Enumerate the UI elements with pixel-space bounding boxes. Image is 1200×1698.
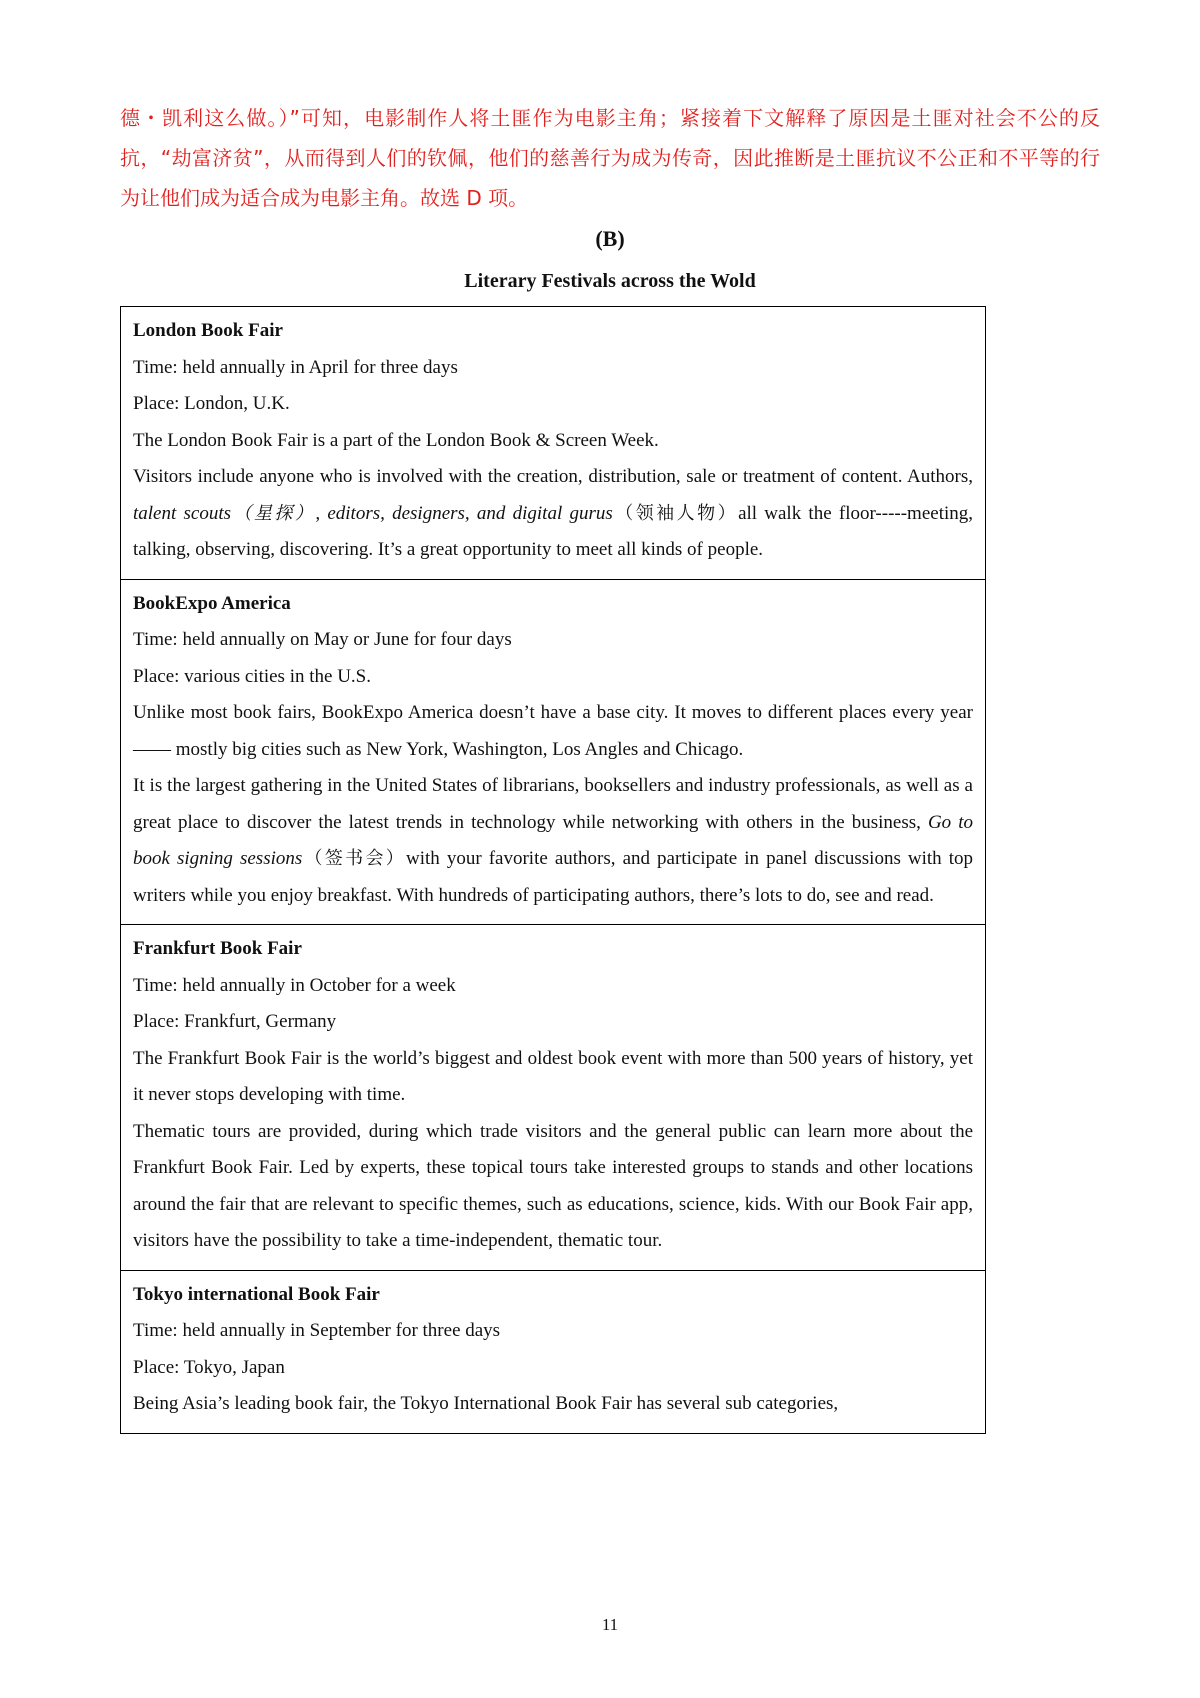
fair-description: Thematic tours are provided, during which trade visitors and the general public can learn more about the Frankfurt Book Fair. Led by experts, these topical tours take interested groups to stands and other locations around the fair that are relevant to specific themes, such as educations, science, kids. With our Book Fair app, visitors have the possibility to take a time-independent, thematic tour. bbox=[133, 1120, 973, 1251]
fair-time: Time: held annually in September for three days bbox=[133, 1320, 501, 1341]
fair-name: BookExpo America bbox=[133, 592, 291, 614]
fair-cell-london bbox=[121, 307, 985, 580]
fair-description: The Frankfurt Book Fair is the world’s biggest and oldest book event with more than 500 years of history, yet it never stops developing with time. bbox=[133, 1047, 973, 1105]
fair-description: Being Asia’s leading book fair, the Tokyo International Book Fair has several sub categories, bbox=[133, 1393, 839, 1414]
section-label: (B) bbox=[595, 226, 625, 251]
explanation-text: 德・凯利这么做。）”可知，电影制作人将土匪作为电影主角；紧接着下文解释了原因是土匪对社会不公的反抗，“劫富济贫”，从而得到人们的钦佩，他们的慈善行为成为传奇，因此推断是土匪抗议不公正和不平等的行为让他们成为适合成为电影主角。故选 D 项。 bbox=[120, 106, 1100, 210]
fair-time: Time: held annually on May or June for four days bbox=[133, 629, 512, 650]
fair-name: Frankfurt Book Fair bbox=[133, 938, 302, 959]
fair-cell-tokyo bbox=[121, 1271, 985, 1433]
fair-place: Place: various cities in the U.S. bbox=[133, 665, 371, 687]
answer-explanation bbox=[120, 98, 1100, 218]
fair-place: Place: Tokyo, Japan bbox=[133, 1356, 285, 1378]
fair-cell-frankfurt bbox=[121, 925, 985, 1271]
fair-cell-bookexpo bbox=[121, 580, 985, 926]
fair-place: Place: Frankfurt, Germany bbox=[133, 1011, 337, 1032]
fair-description: Visitors include anyone who is involved with the creation, distribution, sale or treatment of content. Authors, talent scouts（星探）, editors, designers, and digital gurus（领袖人物）all walk the floor-----meeting, talking, observing, discovering. It’s a great opportunity to meet all kinds of people. bbox=[133, 466, 974, 560]
page-title: Literary Festivals across the Wold bbox=[464, 270, 756, 292]
fair-time: Time: held annually in October for a week bbox=[133, 974, 456, 996]
festival-table bbox=[120, 306, 986, 1434]
fair-description: Unlike most book fairs, BookExpo America doesn’t have a base city. It moves to different places every year —— mostly big cities such as New York, Washington, Los Angles and Chicago. bbox=[133, 702, 973, 760]
page-number: 11 bbox=[601, 1615, 619, 1634]
fair-description: The London Book Fair is a part of the London Book & Screen Week. bbox=[133, 429, 659, 451]
fair-time: Time: held annually in April for three days bbox=[133, 356, 458, 378]
fair-name: Tokyo international Book Fair bbox=[133, 1283, 380, 1305]
fair-description: It is the largest gathering in the United States of librarians, booksellers and industry professionals, as well as a great place to discover the latest trends in technology while networking with others in the business, Go to book signing sessions（签书会）with your favorite authors, and participate in panel discussions with top writers while you enjoy breakfast. With hundreds of participating authors, there’s lots to do, see and read. bbox=[133, 775, 973, 906]
fair-place: Place: London, U.K. bbox=[133, 393, 290, 414]
fair-name: London Book Fair bbox=[133, 320, 283, 341]
